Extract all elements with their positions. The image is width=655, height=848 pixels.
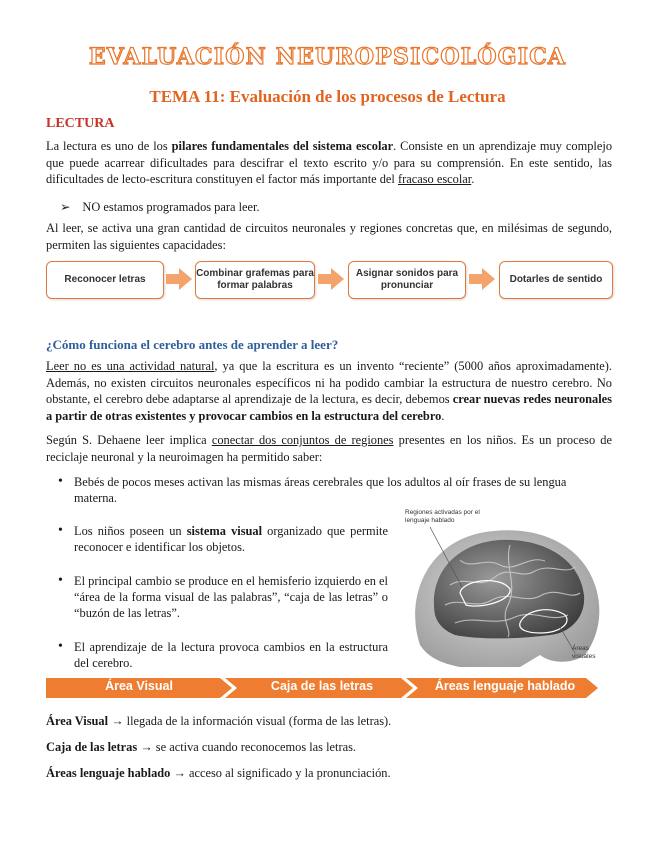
capacities-paragraph: Al leer, se activa una gran cantidad de circuitos neuronales y regiones concretas que, en milésimas de segundo, permiten las siguientes capacidades: [46, 221, 612, 252]
flow-step-1: Reconocer letras [46, 261, 164, 299]
arrow-bullet-icon: ➢ [60, 200, 71, 214]
section-heading-lectura: LECTURA [46, 116, 115, 131]
findings-list-top [46, 474, 612, 506]
brain-paragraph: Leer no es una actividad natural, ya que la escritura es un invento “reciente” (5000 años aproximadamente). Además, no existen circuitos neuronales específicos ni ha podido cambiar la estructura de nuestro cerebro. No obstante, el cerebro debe adaptarse al aprendizaje de la lectura, es decir, debemos crear nuevas redes neuronales a partir de otras existentes y provocar cambios en la estructura del cerebro. [46, 359, 612, 423]
topic-subtitle: TEMA 11: Evaluación de los procesos de Lectura [149, 87, 506, 106]
chevron-label-visual: Área Visual [105, 679, 173, 693]
image-label-spoken: Regiones activadas por el lenguaje hablado [405, 509, 480, 524]
flow-arrow-icon [318, 268, 344, 290]
list-item: • El principal cambio se produce en el hemisferio izquierdo en el “área de la forma visual de las palabras”, “caja de las letras” o “buzón de las letras”. [46, 573, 388, 621]
dehaene-paragraph: Según S. Dehaene leer implica conectar dos conjuntos de regiones presentes en los niños. Es un proceso de reciclaje neuronal y la neuroimagen ha permitido saber: [46, 433, 612, 464]
intro-paragraph: La lectura es uno de los pilares fundamentales del sistema escolar. Consiste en un aprendizaje muy complejo que puede acarrear dificultades para descifrar el texto escrito y/o para su comprensión. En este sentido, las dificultades de lecto-escritura constituyen el factor más importante del fracaso escolar. [46, 139, 613, 186]
findings-list [46, 523, 388, 671]
image-label-visual: Áreas visuales [572, 645, 596, 660]
definition-letter-box: Caja de las letras → se activa cuando reconocemos las letras. [46, 740, 357, 754]
definition-visual-area: Área Visual → llegada de la información visual (forma de las letras). [46, 714, 392, 728]
chevron-label-letters: Caja de las letras [270, 679, 374, 693]
list-item: • El aprendizaje de la lectura provoca cambios en la estructura del cerebro. [46, 639, 388, 671]
definition-spoken-language: Áreas lenguaje hablado → acceso al significado y la pronunciación. [46, 766, 391, 780]
flow-step-2: Combinar grafemas para formar palabras [195, 261, 315, 299]
flow-arrow-icon [469, 268, 495, 290]
list-item: • Los niños poseen un sistema visual organizado que permite reconocer e identificar los objetos. [46, 523, 388, 555]
flow-step-4: Dotarles de sentido [499, 261, 613, 299]
chevron-label-spoken: Áreas lenguaje hablado [434, 679, 576, 693]
list-item: • Bebés de pocos meses activan las mismas áreas cerebrales que los adultos al oír frases de su lengua materna. [46, 474, 612, 506]
flow-arrow-icon [166, 268, 192, 290]
arrow-bullet-item: ➢ NO estamos programados para leer. [60, 200, 260, 214]
flow-step-3: Asignar sonidos para pronunciar [348, 261, 466, 299]
section-heading-brain: ¿Cómo funciona el cerebro antes de aprender a leer? [46, 337, 339, 352]
document-title: EVALUACIÓN NEUROPSICOLÓGICA [88, 44, 567, 70]
